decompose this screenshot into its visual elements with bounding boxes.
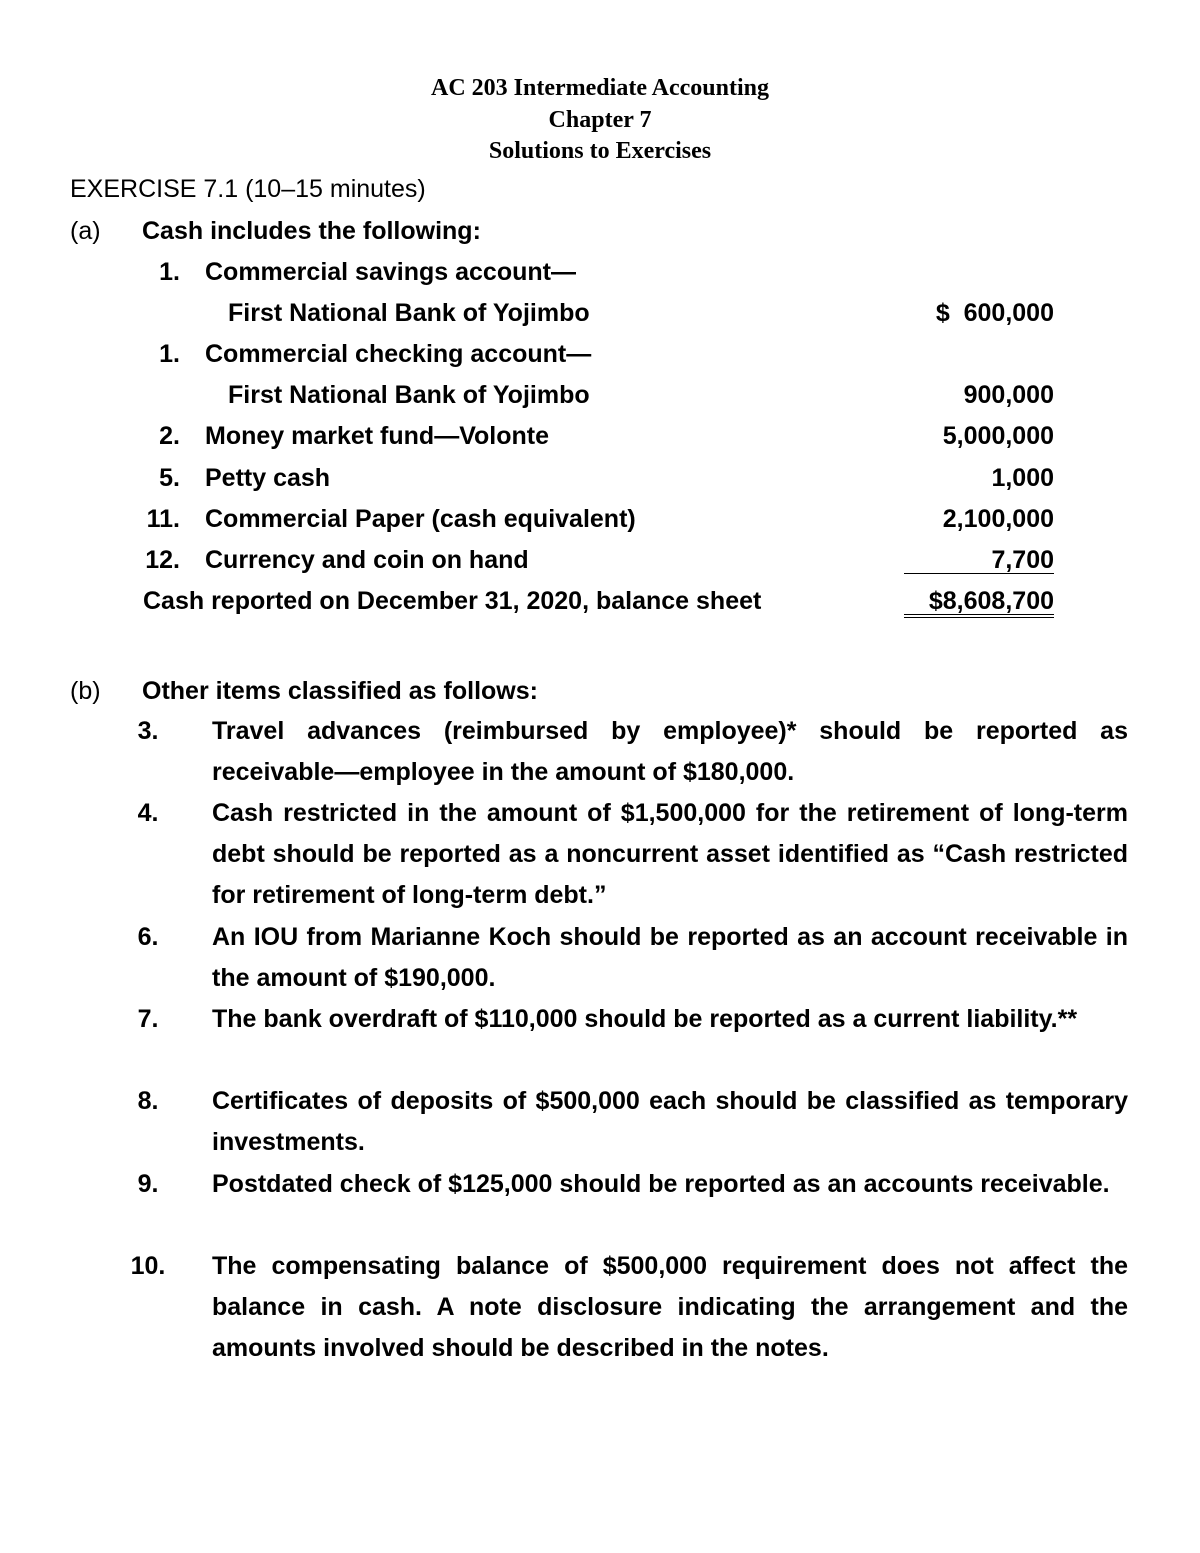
cash-item-amount: 900,000	[963, 381, 1054, 409]
classified-item-number: 3.	[137, 717, 159, 745]
classified-item-number: 8.	[137, 1087, 159, 1115]
cash-item-number: 1.	[159, 340, 180, 368]
classified-item-text: The bank overdraft of $110,000 should be reported as a current liability.**	[212, 1005, 1078, 1033]
cash-item-amount: 5,000,000	[942, 422, 1054, 450]
part-a-heading: Cash includes the following:	[142, 217, 481, 245]
part-b-heading: Other items classified as follows:	[142, 677, 538, 705]
document-subtitle: Solutions to Exercises	[488, 138, 712, 164]
classified-item-number: 9.	[137, 1170, 159, 1198]
classified-item-text: Travel advances (reimbursed by employee)* should be reported as receivable—employee in the amount of $180,000.	[212, 717, 1128, 786]
classified-item-text: Postdated check of $125,000 should be reported as an accounts receivable.	[212, 1170, 1110, 1198]
cash-item-number: 12.	[145, 546, 180, 574]
classified-item-text: Cash restricted in the amount of $1,500,000 for the retirement of long-term debt should be reported as a noncurrent asset identified as “Cash restricted for retirement of long-term debt.”	[212, 799, 1128, 909]
cash-item-amount: 7,700	[904, 547, 1054, 574]
classified-item-number: 4.	[137, 799, 159, 827]
cash-item-sublabel: First National Bank of Yojimbo	[228, 381, 590, 409]
part-a-label: (a)	[70, 217, 101, 245]
classified-item-number: 6.	[137, 923, 159, 951]
cash-total-label: Cash reported on December 31, 2020, balance sheet	[143, 587, 762, 615]
cash-item-number: 5.	[159, 464, 180, 492]
cash-item-amount: 1,000	[991, 464, 1054, 492]
classified-item-text: Certificates of deposits of $500,000 each should be classified as temporary investments.	[212, 1087, 1128, 1156]
cash-item-sublabel: First National Bank of Yojimbo	[228, 299, 590, 327]
cash-item-label: Money market fund—Volonte	[205, 422, 550, 450]
cash-item-number: 1.	[159, 258, 180, 286]
cash-item-label: Commercial checking account—	[205, 340, 592, 368]
cash-item-label: Currency and coin on hand	[205, 546, 529, 574]
cash-item-label: Commercial savings account—	[205, 258, 576, 286]
cash-item-number: 11.	[146, 505, 180, 533]
classified-item-number: 7.	[137, 1005, 159, 1033]
classified-item-text: An IOU from Marianne Koch should be reported as an account receivable in the amount of $190,000.	[212, 923, 1128, 992]
part-b-label: (b)	[70, 677, 101, 705]
exercise-title: EXERCISE 7.1 (10–15 minutes)	[70, 175, 426, 203]
cash-total-amount: $8,608,700	[904, 588, 1054, 618]
cash-item-label: Commercial Paper (cash equivalent)	[205, 505, 636, 533]
cash-item-amount: $ 600,000	[935, 299, 1054, 327]
cash-item-number: 2.	[159, 422, 180, 450]
classified-item-number: 10.	[130, 1252, 166, 1280]
cash-item-amount: 2,100,000	[942, 505, 1054, 533]
chapter-title: Chapter 7	[548, 107, 652, 133]
classified-item-text: The compensating balance of $500,000 requirement does not affect the balance in cash. A note disclosure indicating the arrangement and the amounts involved should be described in the notes.	[212, 1252, 1128, 1362]
course-title: AC 203 Intermediate Accounting	[431, 75, 769, 101]
cash-item-label: Petty cash	[205, 464, 331, 492]
